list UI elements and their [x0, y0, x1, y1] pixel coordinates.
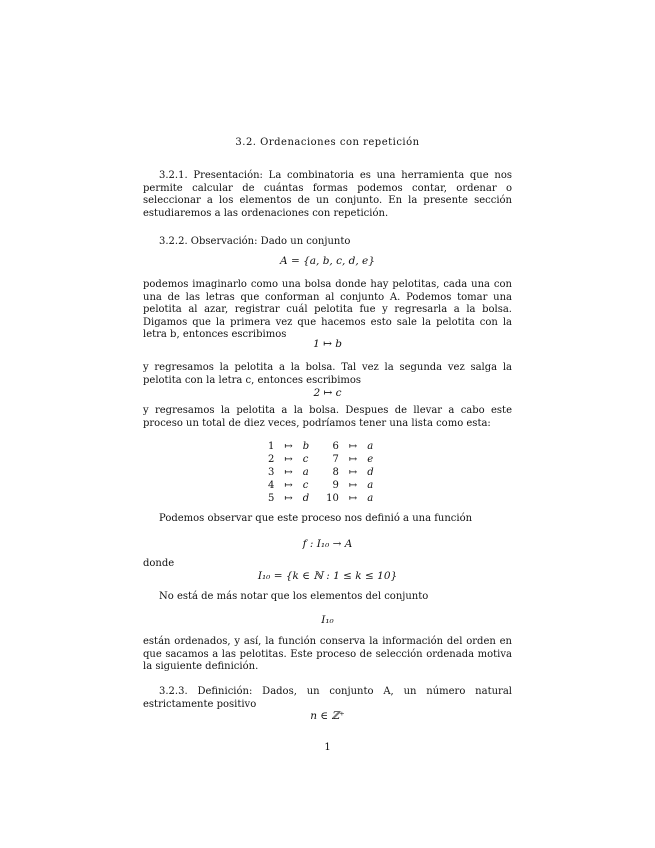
presentation-text: La combinatoria es una herramienta que nos permite calcular de cuántas formas podemos contar, ordenar o seleccionar a los elementos de un conjunto. En la presente sección estudiaremos a las ordenaciones con repetición. — [143, 170, 513, 219]
draw-index: 3 — [268, 467, 275, 478]
section-title: 3.2. Ordenaciones con repetición — [235, 137, 420, 148]
equation-first-draw: 1 ↦ b — [313, 338, 342, 350]
draw-letter: d — [302, 493, 310, 504]
equation-index-set-short: I₁₀ — [321, 614, 334, 626]
draw-index: 4 — [268, 480, 275, 491]
draw-letter: a — [367, 441, 374, 452]
paragraph-where: donde — [143, 558, 175, 569]
maps-to-symbol: ↦ — [348, 454, 358, 465]
sequence-row — [263, 479, 386, 492]
draw-letter: c — [302, 480, 309, 491]
sequence-row — [263, 453, 386, 466]
draw-index: 7 — [332, 454, 339, 465]
paragraph-function-intro: Podemos observar que este proceso nos definió a una función — [159, 513, 473, 524]
maps-to-symbol: ↦ — [284, 480, 293, 491]
draw-letter: d — [367, 467, 374, 478]
definition-text: Dados, un conjunto A, un número natural estrictamente positivo — [143, 686, 512, 710]
draw-letter: a — [367, 480, 374, 491]
equation-positive-integer: n ∈ ℤ⁺ — [310, 710, 345, 722]
draw-index: 1 — [268, 441, 275, 452]
maps-to-symbol: ↦ — [348, 493, 358, 504]
maps-to-symbol: ↦ — [348, 480, 358, 491]
draw-sequence-table — [263, 440, 386, 505]
draw-letter: b — [302, 441, 310, 452]
sequence-row — [263, 466, 386, 479]
paragraph-second-draw: y regresamos la pelotita a la bolsa. Tal vez la segunda vez salga la pelotita con la letra c, entonces escribimos — [143, 362, 512, 386]
observation-label: 3.2.2. Observación: — [159, 236, 258, 247]
draw-index: 8 — [332, 467, 339, 478]
draw-letter: a — [367, 493, 374, 504]
paragraph-ordered: están ordenados, y así, la función conserva la información del orden en que sacamos a las pelotitas. Este proceso de selección ordenada motiva la siguiente definición. — [143, 636, 512, 673]
paragraph-ten-draws: y regresamos la pelotita a la bolsa. Despues de llevar a cabo este proceso un total de diez veces, podríamos tener una lista como esta: — [143, 405, 512, 429]
paragraph-definition — [143, 686, 512, 711]
draw-index: 5 — [268, 493, 275, 504]
presentation-label: 3.2.1. Presentación: — [159, 170, 263, 181]
draw-index: 6 — [332, 441, 339, 452]
maps-to-symbol: ↦ — [284, 441, 293, 452]
sequence-row — [263, 440, 386, 453]
draw-letter: c — [302, 454, 309, 465]
paragraph-elements-note: No está de más notar que los elementos del conjunto — [159, 591, 429, 602]
maps-to-symbol: ↦ — [284, 454, 293, 465]
draw-letter: e — [367, 454, 374, 465]
paragraph-presentation — [143, 170, 512, 220]
equation-index-set: I₁₀ = {k ∈ ℕ : 1 ≤ k ≤ 10} — [257, 570, 398, 582]
equation-function: f : I₁₀ → A — [302, 538, 353, 550]
draw-index: 9 — [332, 480, 339, 491]
draw-letter: a — [302, 467, 309, 478]
paragraph-observation — [143, 236, 512, 249]
maps-to-symbol: ↦ — [284, 467, 293, 478]
equation-set-a: A = {a, b, c, d, e} — [280, 255, 375, 267]
sequence-row — [263, 492, 386, 505]
draw-index: 10 — [326, 493, 339, 504]
draw-index: 2 — [268, 454, 275, 465]
maps-to-symbol: ↦ — [348, 467, 358, 478]
paragraph-bag: podemos imaginarlo como una bolsa donde hay pelotitas, cada una con una de las letras que conforman al conjunto A. Podemos tomar una pelotita al azar, registrar cuál pelotita fue y regresarla a la bolsa. Digamos que la primera vez que hacemos esto sale la pelotita con la letra b, entonces escribimos — [143, 279, 512, 341]
observation-text: Dado un conjunto — [260, 236, 351, 247]
maps-to-symbol: ↦ — [284, 493, 293, 504]
page-number: 1 — [324, 742, 331, 753]
equation-second-draw: 2 ↦ c — [313, 387, 342, 399]
definition-label: 3.2.3. Definición: — [159, 686, 253, 697]
maps-to-symbol: ↦ — [348, 441, 358, 452]
